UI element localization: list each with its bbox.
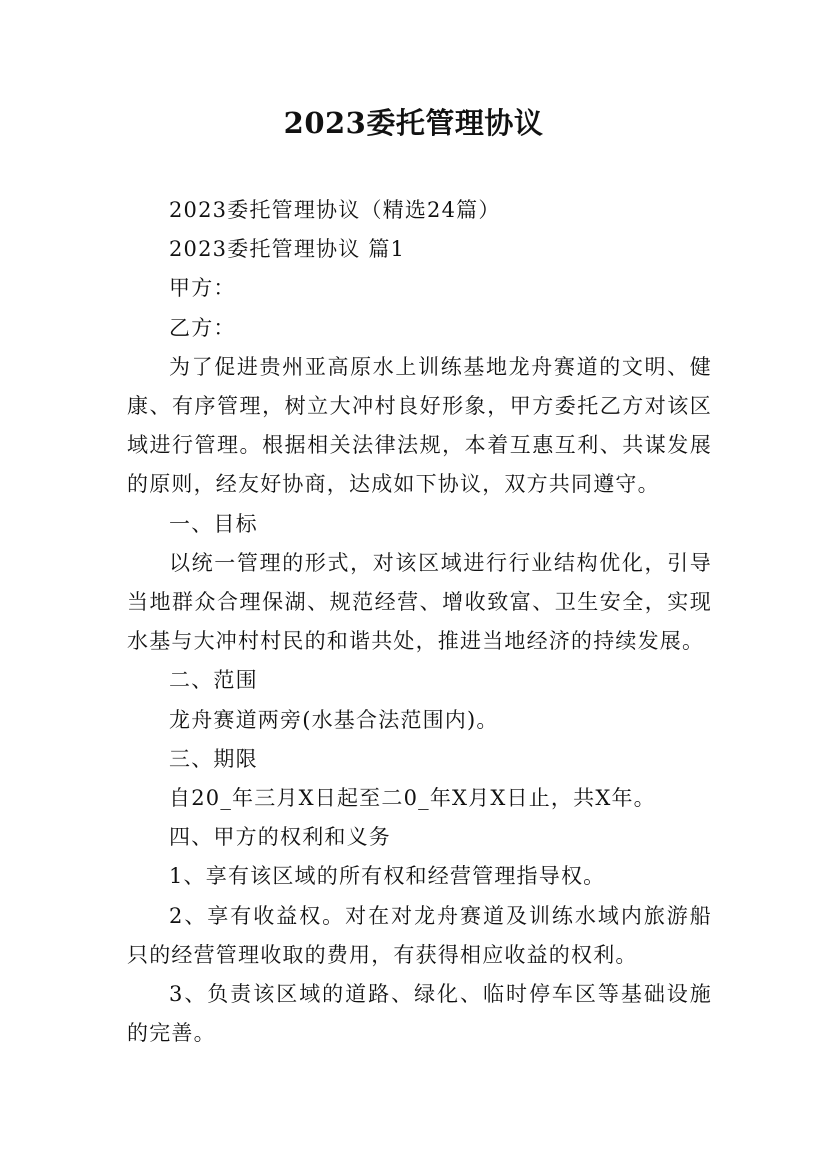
paragraph-party-a: 甲方： — [169, 276, 236, 301]
paragraph-scope: 龙舟赛道两旁(水基合法范围内)。 — [169, 707, 499, 732]
paragraph-term: 自20_年三月X日起至二0_年X月X日止，共X年。 — [169, 786, 656, 811]
paragraph-party-b: 乙方： — [169, 315, 236, 340]
paragraph-subtitle: 2023委托管理协议（精选24篇） — [169, 198, 501, 222]
paragraph-heading-scope: 二、范围 — [169, 668, 258, 693]
paragraph-right-3: 3、负责该区域的道路、绿化、临时停车区等基础设施的完善。 — [127, 982, 712, 1046]
document-body — [127, 191, 712, 1053]
paragraph-heading-term: 三、期限 — [169, 746, 258, 771]
paragraph-goal: 以统一管理的形式，对该区域进行行业结构优化，引导当地群众合理保湖、规范经营、增收致富、卫生安全，实现水基与大冲村村民的和谐共处，推进当地经济的持续发展。 — [127, 550, 712, 654]
paragraph-preamble: 为了促进贵州亚高原水上训练基地龙舟赛道的文明、健康、有序管理，树立大冲村良好形象，甲方委托乙方对该区域进行管理。根据相关法律法规，本着互惠互利、共谋发展的原则，经友好协商，达成如下协议，双方共同遵守。 — [127, 354, 712, 497]
paragraph-heading-goal: 一、目标 — [169, 511, 258, 536]
paragraph-right-1: 1、享有该区域的所有权和经营管理指导权。 — [169, 864, 606, 889]
document-title: 2023委托管理协议 — [283, 106, 544, 140]
paragraph-right-2: 2、享有收益权。对在对龙舟赛道及训练水域内旅游船只的经营管理收取的费用，有获得相应收益的权利。 — [127, 903, 712, 967]
paragraph-heading-party-a-rights: 四、甲方的权利和义务 — [169, 825, 391, 850]
paragraph-section-heading: 2023委托管理协议 篇1 — [169, 237, 406, 262]
